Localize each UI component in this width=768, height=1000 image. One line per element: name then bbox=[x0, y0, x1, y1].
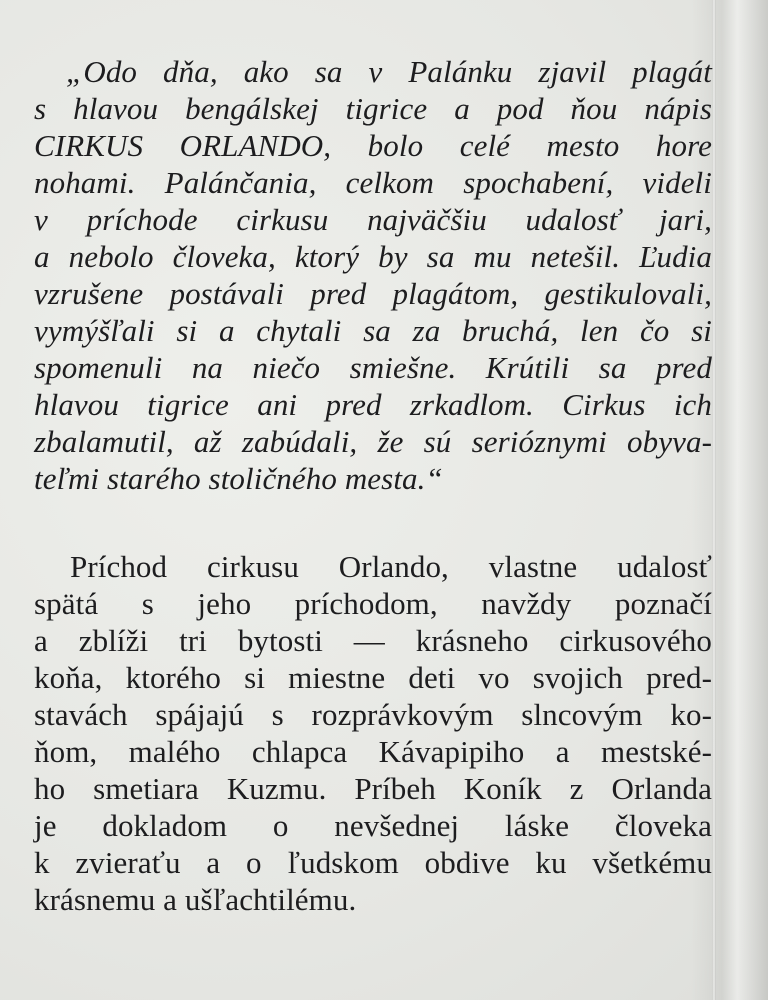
description-line: stavách spájajú s rozprávkovým slncovým ko- bbox=[34, 697, 712, 732]
description-line: ňom, malého chlapca Kávapipiho a mestské- bbox=[34, 734, 712, 769]
quote-line: hlavou tigrice ani pred zrkadlom. Cirkus ich bbox=[34, 387, 712, 422]
quote-line: teľmi starého stoličného mesta.“ bbox=[34, 461, 443, 496]
quote-line: CIRKUS ORLANDO, bolo celé mesto hore bbox=[34, 128, 712, 163]
description-paragraph bbox=[34, 548, 712, 918]
quote-line: „Odo dňa, ako sa v Palánku zjavil plagát bbox=[66, 54, 712, 89]
quote-line: nohami. Palánčania, celkom spochabení, videli bbox=[34, 165, 712, 200]
quote-line: a nebolo človeka, ktorý by sa mu netešil. Ľudia bbox=[34, 239, 712, 274]
description-line: k zvieraťu a o ľudskom obdive ku všetkému bbox=[34, 845, 712, 880]
description-line: Príchod cirkusu Orlando, vlastne udalosť bbox=[70, 549, 712, 584]
description-line: a zblíži tri bytosti — krásneho cirkusového bbox=[34, 623, 712, 658]
description-line: ho smetiara Kuzmu. Príbeh Koník z Orlanda bbox=[34, 771, 712, 806]
quote-line: v príchode cirkusu najväčšiu udalosť jari, bbox=[34, 202, 712, 237]
page-crease bbox=[712, 0, 716, 1000]
quote-line: vymýšľali si a chytali sa za bruchá, len čo si bbox=[34, 313, 712, 348]
quote-line: spomenuli na niečo smiešne. Krútili sa pred bbox=[34, 350, 712, 385]
description-line: spätá s jeho príchodom, navždy poznačí bbox=[34, 586, 712, 621]
quote-line: vzrušene postávali pred plagátom, gestikulovali, bbox=[34, 276, 712, 311]
description-line: koňa, ktorého si miestne deti vo svojich pred- bbox=[34, 660, 712, 695]
description-line: je dokladom o nevšednej láske človeka bbox=[34, 808, 712, 843]
quote-paragraph bbox=[34, 53, 712, 497]
quote-line: zbalamutil, až zabúdali, že sú serióznymi obyva- bbox=[34, 424, 712, 459]
quote-line: s hlavou bengálskej tigrice a pod ňou nápis bbox=[34, 91, 712, 126]
description-line: krásnemu a ušľachtilému. bbox=[34, 882, 357, 917]
